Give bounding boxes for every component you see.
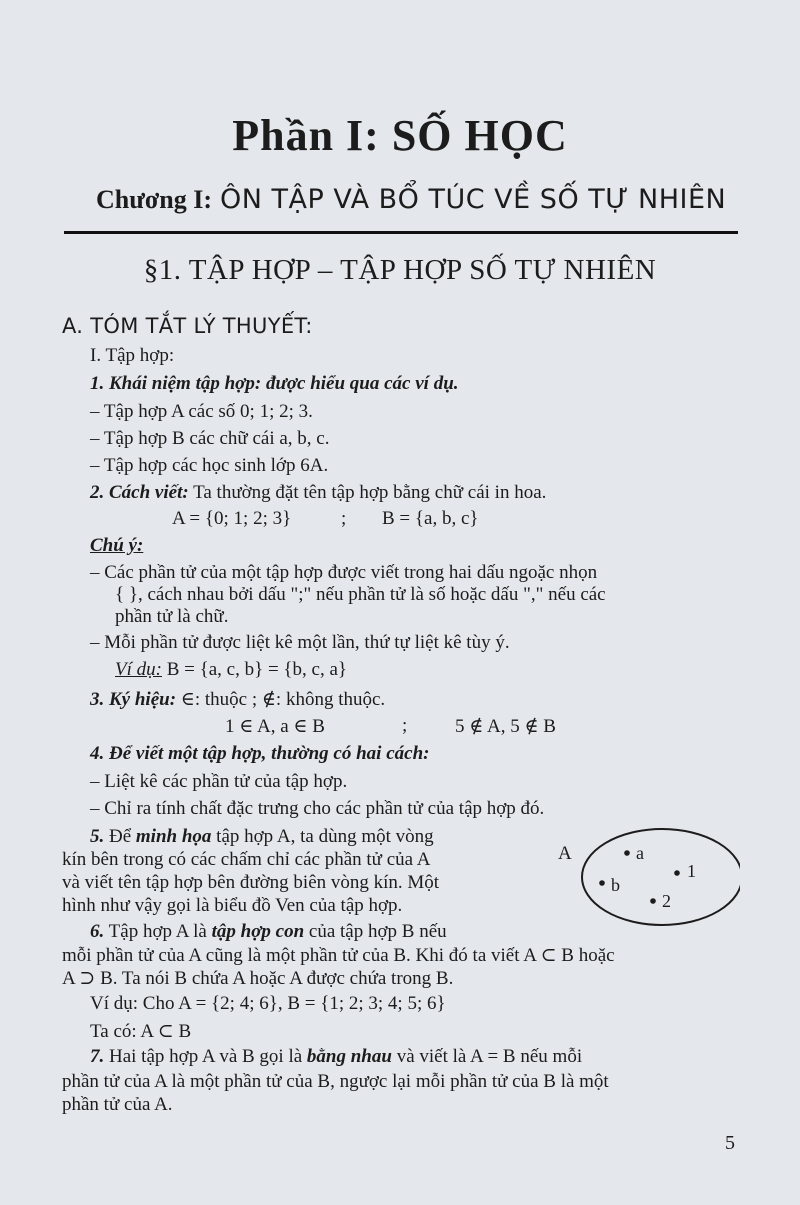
- item5-pre: Để: [104, 826, 136, 847]
- item3-title: 3. Ký hiệu:: [90, 689, 177, 710]
- item2-line: [90, 482, 546, 504]
- list-item: – Liệt kê các phần tử của tập hợp.: [90, 771, 348, 792]
- note-example: [115, 659, 347, 681]
- venn-dot: [650, 898, 656, 904]
- list-item: – Chỉ ra tính chất đặc trưng cho các phần tử của tập hợp đó.: [90, 798, 545, 819]
- note-line: – Các phần tử của một tập hợp được viết trong hai dấu ngoặc nhọn: [90, 562, 598, 583]
- venn-element-label: 1: [687, 861, 696, 881]
- note-line: { }, cách nhau bởi dấu ";" nếu phần tử là số hoặc dấu "," nếu các: [115, 584, 606, 605]
- list-item: – Tập hợp A các số 0; 1; 2; 3.: [90, 401, 313, 422]
- item7-line: [90, 1046, 582, 1068]
- item5-line: hình như vậy gọi là biểu đồ Ven của tập hợp.: [62, 895, 403, 916]
- item4-title: 4. Để viết một tập hợp, thường có hai cách:: [90, 743, 430, 764]
- item5-line: [90, 826, 434, 848]
- item7-pre: Hai tập hợp A và B gọi là: [104, 1046, 307, 1067]
- list-item: – Tập hợp B các chữ cái a, b, c.: [90, 428, 330, 449]
- item1-title: 1. Khái niệm tập hợp: được hiểu qua các ví dụ.: [90, 373, 459, 394]
- item3-text: ∈: thuộc ; ∉: không thuộc.: [176, 689, 386, 710]
- note-example-text: B = {a, c, b} = {b, c, a}: [161, 659, 348, 680]
- item6-conclusion: Ta có: A ⊂ B: [90, 1021, 192, 1042]
- item7-bold: bằng nhau: [306, 1046, 392, 1067]
- heading-sets: I. Tập hợp:: [90, 345, 175, 366]
- item5-post: tập hợp A, ta dùng một vòng: [211, 826, 434, 847]
- item6-pre: Tập hợp A là: [104, 921, 212, 942]
- venn-element-label: b: [611, 875, 620, 895]
- item2-title: 2. Cách viết:: [90, 482, 189, 503]
- item7-num: 7.: [90, 1046, 105, 1067]
- subsection-a-heading: A. TÓM TẮT LÝ THUYẾT:: [62, 314, 313, 338]
- venn-set-label: A: [558, 843, 572, 864]
- item7-line: phần tử của A.: [62, 1094, 173, 1115]
- item3-line: [90, 688, 385, 711]
- item2-formula-sep: ;: [341, 508, 347, 529]
- item7-post: và viết là A = B nếu mỗi: [391, 1046, 583, 1067]
- venn-element-label: 2: [662, 891, 671, 911]
- item6-line: [90, 921, 447, 943]
- part-title: Phần I: SỐ HỌC: [232, 111, 568, 160]
- venn-element-label: a: [636, 843, 644, 863]
- item5-bold: minh họa: [135, 826, 212, 847]
- chapter-divider: [64, 231, 738, 234]
- chapter-heading: [96, 184, 726, 215]
- note-title: Chú ý:: [90, 535, 144, 556]
- venn-dot: [624, 850, 630, 856]
- item3-formula-right: 5 ∉ A, 5 ∉ B: [455, 716, 556, 737]
- item5-line: và viết tên tập hợp bên đường biên vòng kín. Một: [62, 872, 440, 893]
- item2-formula-left: A = {0; 1; 2; 3}: [172, 508, 292, 529]
- item6-example: Ví dụ: Cho A = {2; 4; 6}, B = {1; 2; 3; 4; 5; 6}: [90, 993, 446, 1014]
- item2-formula-right: B = {a, b, c}: [382, 508, 479, 529]
- item6-bold: tập hợp con: [211, 921, 305, 942]
- item6-post: của tập hợp B nếu: [304, 921, 447, 942]
- item6-line: A ⊃ B. Ta nói B chứa A hoặc A được chứa trong B.: [62, 968, 454, 989]
- venn-diagram: [550, 825, 740, 927]
- chapter-label: Chương I:: [96, 185, 212, 214]
- chapter-title: ÔN TẬP VÀ BỔ TÚC VỀ SỐ TỰ NHIÊN: [219, 184, 727, 215]
- item6-num: 6.: [90, 921, 105, 942]
- item3-formula-left: 1 ∈ A, a ∈ B: [225, 716, 325, 737]
- venn-dot: [599, 880, 605, 886]
- note-line: – Mỗi phần tử được liệt kê một lần, thứ tự liệt kê tùy ý.: [90, 632, 510, 653]
- page-number: 5: [725, 1132, 735, 1154]
- item7-line: phần tử của A là một phần tử của B, ngược lại mỗi phần tử của B là một: [62, 1071, 609, 1092]
- item6-line: mỗi phần tử của A cũng là một phần tử của B. Khi đó ta viết A ⊂ B hoặc: [62, 945, 615, 966]
- note-line: phần tử là chữ.: [115, 606, 229, 627]
- note-example-label: Ví dụ:: [115, 659, 162, 680]
- item3-formula-sep: ;: [402, 715, 408, 736]
- item5-num: 5.: [90, 826, 105, 847]
- list-item: – Tập hợp các học sinh lớp 6A.: [90, 455, 329, 476]
- item5-line: kín bên trong có các chấm chỉ các phần tử của A: [62, 849, 431, 870]
- item2-text: Ta thường đặt tên tập hợp bằng chữ cái in hoa.: [188, 482, 547, 503]
- section-title: §1. TẬP HỢP – TẬP HỢP SỐ TỰ NHIÊN: [143, 254, 657, 286]
- venn-dot: [674, 870, 680, 876]
- venn-boundary: [582, 829, 740, 925]
